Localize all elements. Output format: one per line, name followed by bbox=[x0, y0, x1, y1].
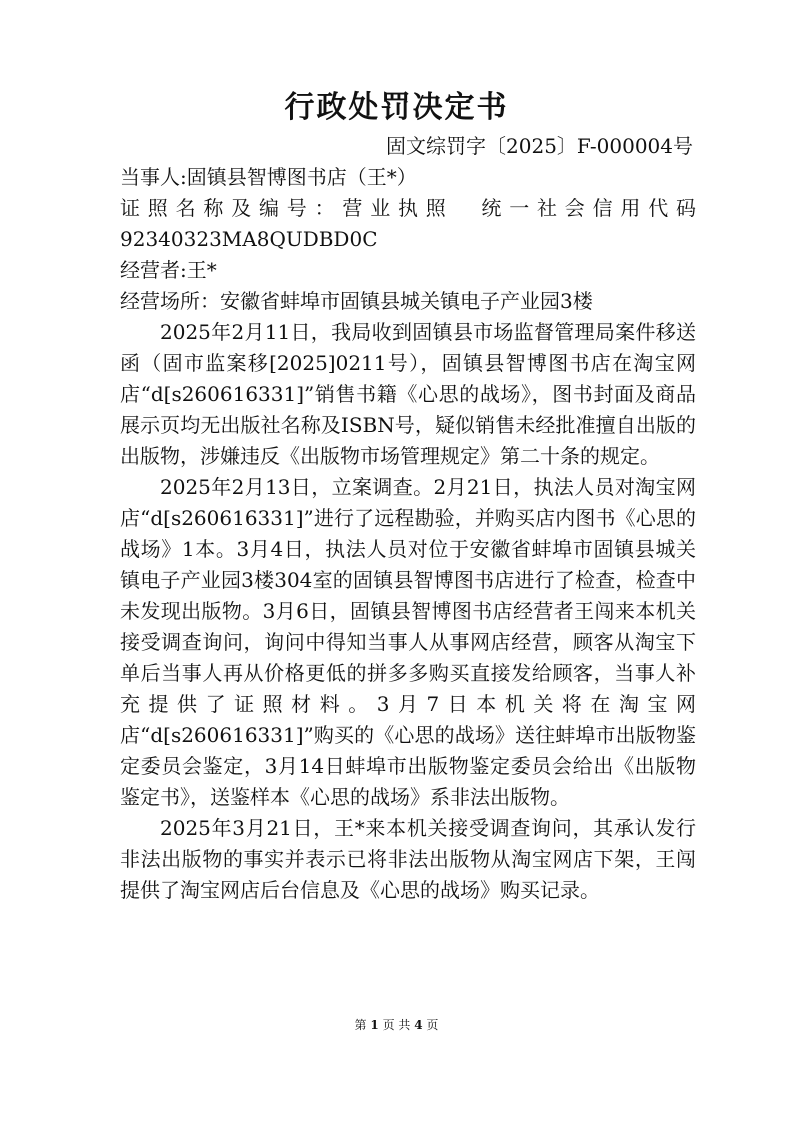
document-title: 行政处罚决定书 bbox=[284, 90, 509, 125]
page-footer bbox=[0, 1016, 793, 1034]
paragraph-2: 2025年2月13日，立案调查。2月21日，执法人员对淘宝网店“d[s260616331]”进行了远程勘验，并购买店内图书《心思的战场》1本。3月4日，执法人员对位于安徽省蚌埠市固镇县城关镇电子产业园3楼304室的固镇县智博图书店进行了检查，检查中未发现出版物。3月6日，固镇县智博图书店经营者王闯来本机关接受调查询问，询问中得知当事人从事网店经营，顾客从淘宝下单后当事人再从价格更低的拼多多购买直接发给顾客，当事人补充提供了证照材料。3月7日本机关将在淘宝网店“d[s260616331]”购买的《心思的战场》送往蚌埠市出版物鉴定委员会鉴定，3月14日蚌埠市出版物鉴定委员会给出《出版物鉴定书》，送鉴样本《心思的战场》系非法出版物。 bbox=[120, 475, 696, 809]
operator-line: 经营者:王* bbox=[120, 258, 217, 282]
footer-total-pages: 4 bbox=[414, 1018, 423, 1032]
document-number: 固文综罚字〔2025〕F-000004号 bbox=[386, 134, 693, 158]
license-line: 证照名称及编号：营业执照 统一社会信用代码 bbox=[120, 196, 696, 220]
party-line: 当事人:固镇县智博图书店（王*） bbox=[120, 165, 417, 189]
document-body bbox=[120, 162, 696, 906]
paragraph-3: 2025年3月21日，王*来本机关接受调查询问，其承认发行非法出版物的事实并表示已将非法出版物从淘宝网店下架，王闯提供了淘宝网店后台信息及《心思的战场》购买记录。 bbox=[120, 816, 696, 902]
footer-middle: 页 共 bbox=[382, 1018, 411, 1032]
address-line: 经营场所：安徽省蚌埠市固镇县城关镇电子产业园3楼 bbox=[120, 289, 593, 313]
license-number: 92340323MA8QUDBD0C bbox=[120, 227, 378, 251]
footer-suffix: 页 bbox=[426, 1018, 439, 1032]
footer-prefix: 第 bbox=[354, 1018, 367, 1032]
paragraph-1: 2025年2月11日，我局收到固镇县市场监督管理局案件移送函（固市监案移[2025]0211号），固镇县智博图书店在淘宝网店“d[s260616331]”销售书籍《心思的战场》，图书封面及商品展示页均无出版社名称及ISBN号，疑似销售未经批准擅自出版的出版物，涉嫌违反《出版物市场管理规定》第二十条的规定。 bbox=[120, 320, 696, 468]
footer-page-number: 1 bbox=[370, 1018, 379, 1032]
